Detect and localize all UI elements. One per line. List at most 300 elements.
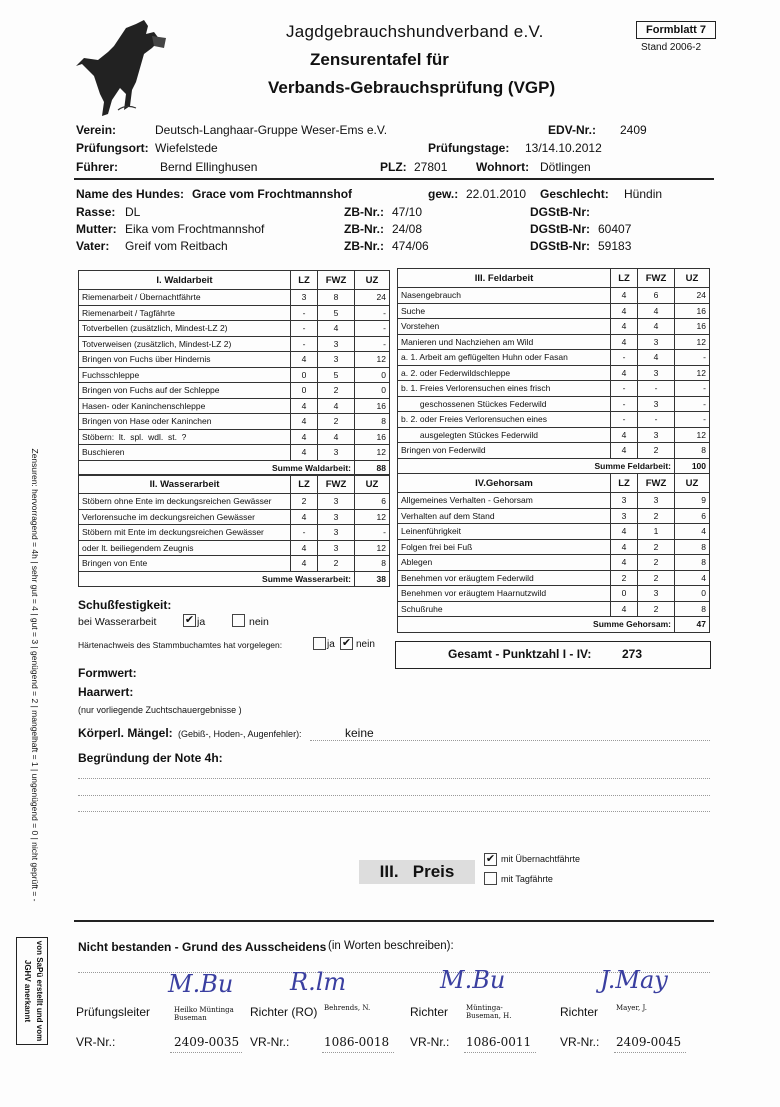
table-row [79, 367, 390, 383]
row-uz: - [675, 350, 710, 366]
table-row [398, 524, 710, 540]
maengel-value: keine [345, 726, 374, 740]
pl-label: Prüfungsleiter [76, 1005, 151, 1019]
schuss-ja-label: ja [197, 616, 206, 628]
row-uz: 0 [675, 586, 710, 602]
row-fwz: 5 [318, 367, 355, 383]
row-fwz: 2 [638, 570, 675, 586]
zucht-hint: (nur vorliegende Zuchtschauergebnisse ) [78, 705, 242, 715]
hund-value: Grace vom Frochtmannshof [192, 187, 353, 201]
gehorsam-table [397, 473, 710, 633]
row-label: Allgemeines Verhalten - Gehorsam [398, 493, 611, 509]
row-uz: 8 [355, 414, 390, 430]
edv-label: EDV-Nr.: [548, 123, 597, 137]
table-row [398, 508, 710, 524]
sum-label: Summe Waldarbeit: [79, 460, 355, 476]
gesamt-label: Gesamt - Punktzahl I - IV: [448, 647, 592, 661]
row-label: Riemenarbeit / Übernachtfährte [79, 290, 291, 306]
row-lz: 0 [611, 586, 638, 602]
table-row [398, 443, 710, 459]
waldarbeit-table [78, 270, 390, 476]
signature-richter-2: M.Bu [440, 966, 506, 994]
row-uz: 16 [675, 303, 710, 319]
plz-value: 27801 [414, 160, 448, 174]
row-fwz: 2 [638, 508, 675, 524]
vr-line-r3 [614, 1052, 686, 1053]
r3-label: Richter [560, 1005, 599, 1019]
row-label: Schußruhe [398, 601, 611, 617]
vr-r2: 1086-0011 [466, 1035, 532, 1049]
verein-value: Deutsch-Langhaar-Gruppe Weser-Ems e.V. [155, 123, 388, 137]
row-fwz: 4 [318, 321, 355, 337]
mutter-dgstb-value: 60407 [598, 222, 632, 236]
row-label: a. 1. Arbeit am geflügelten Huhn oder Fasan [398, 350, 611, 366]
row-lz: - [611, 381, 638, 397]
row-fwz: 3 [318, 352, 355, 368]
col-uz: UZ [355, 271, 390, 290]
row-uz: 0 [355, 383, 390, 399]
preis-tag-label: mit Tagfährte [501, 874, 553, 884]
row-label: Benehmen vor eräugtem Haarnutzwild [398, 586, 611, 602]
schuss-nein-checkbox[interactable] [232, 614, 245, 627]
row-label: Bringen von Fuchs auf der Schleppe [79, 383, 291, 399]
table-row [79, 290, 390, 306]
row-lz: 4 [611, 601, 638, 617]
begruendung-line-2 [78, 795, 710, 796]
row-label: Vorstehen [398, 319, 611, 335]
tage-label: Prüfungstage: [428, 141, 510, 155]
ort-value: Wiefelstede [155, 141, 218, 155]
table-row [398, 539, 710, 555]
row-uz: 16 [355, 398, 390, 414]
row-lz: - [291, 336, 318, 352]
row-lz: - [611, 350, 638, 366]
row-lz: - [291, 525, 318, 541]
row-lz: 3 [611, 493, 638, 509]
table-row [79, 429, 390, 445]
table-row [79, 321, 390, 337]
verein-label: Verein: [76, 123, 117, 137]
row-lz: 4 [291, 352, 318, 368]
row-fwz: 2 [638, 601, 675, 617]
haerte-nein-label: nein [356, 639, 375, 650]
row-lz: 3 [611, 508, 638, 524]
vr-line-pl [170, 1052, 242, 1053]
zb-value: 47/10 [392, 205, 423, 219]
schuss-wasser: bei Wasserarbeit [78, 616, 157, 628]
table-row [398, 570, 710, 586]
haerte-ja-checkbox[interactable] [313, 637, 326, 650]
feldarbeit-table [397, 268, 710, 474]
sum-label: Summe Gehorsam: [398, 617, 675, 633]
gew-label: gew.: [428, 187, 459, 201]
row-fwz: 4 [638, 303, 675, 319]
divider-bottom [74, 920, 714, 922]
row-lz: 0 [291, 367, 318, 383]
row-fwz: 2 [318, 556, 355, 572]
vater-zb-value: 474/06 [392, 239, 429, 253]
row-fwz: 3 [318, 336, 355, 352]
table-row [398, 412, 710, 428]
stand-label: Stand 2006-2 [641, 42, 702, 53]
begruendung-line-3 [78, 811, 710, 812]
row-uz: - [675, 412, 710, 428]
row-fwz: 3 [638, 493, 675, 509]
col-uz: UZ [675, 474, 710, 493]
vater-value: Greif vom Reitbach [125, 239, 228, 253]
haerte-label: Härtenachweis des Stammbuchamtes hat vorgelegen: [78, 640, 283, 650]
preis-tag-checkbox[interactable] [484, 872, 497, 885]
row-label: Verhalten auf dem Stand [398, 508, 611, 524]
row-uz: 8 [675, 555, 710, 571]
table-row [79, 414, 390, 430]
vater-dgstb-label: DGStB-Nr: [530, 239, 590, 253]
mutter-value: Eika vom Frochtmannshof [125, 222, 265, 236]
begruendung-line-1 [78, 778, 710, 779]
sapue-box: von SaPü erstellt und vom JGHV anerkannt [16, 937, 48, 1045]
row-lz: 4 [611, 539, 638, 555]
row-uz: - [355, 305, 390, 321]
r3-name: Mayer, J. [616, 1004, 647, 1012]
row-uz: 6 [675, 508, 710, 524]
sum-label: Summe Feldarbeit: [398, 458, 675, 474]
plz-label: PLZ: [380, 160, 407, 174]
rasse-value: DL [125, 205, 141, 219]
row-label: Totverweisen (zusätzlich, Mindest-LZ 2) [79, 336, 291, 352]
jghv-logo [74, 18, 169, 118]
section-title: I. Waldarbeit [79, 271, 291, 290]
r2-name: Müntinga-Buseman, H. [466, 1004, 512, 1020]
dgstb-label: DGStB-Nr: [530, 205, 590, 219]
table-row [79, 398, 390, 414]
grading-scale-note: Zensuren: hervorragend = 4h | sehr gut = 4 | gut = 3 | genügend = 2 | mangelhaft = 1 | ungenügend = 0 | nicht geprüft = - [30, 448, 40, 902]
row-label: oder lt. beiliegendem Zeugnis [79, 540, 291, 556]
col-fwz: FWZ [638, 269, 675, 288]
sum-value: 88 [355, 460, 390, 476]
row-uz: - [355, 525, 390, 541]
nicht-bestanden-label: Nicht bestanden - Grund des Ausscheidens [78, 940, 327, 954]
row-fwz: 2 [318, 414, 355, 430]
section-title: II. Wasserarbeit [79, 475, 291, 494]
wohnort-value: Dötlingen [540, 160, 591, 174]
col-fwz: FWZ [318, 271, 355, 290]
preis-ueber-label: mit Übernachtfährte [501, 854, 581, 864]
fuehrer-value: Bernd Ellinghusen [160, 160, 258, 174]
sum-row [79, 571, 390, 587]
table-row [79, 383, 390, 399]
row-fwz: - [638, 412, 675, 428]
row-fwz: 3 [638, 334, 675, 350]
maengel-line [310, 740, 710, 741]
col-lz: LZ [291, 475, 318, 494]
row-label: Nasengebrauch [398, 288, 611, 304]
col-lz: LZ [291, 271, 318, 290]
row-label: Fuchsschleppe [79, 367, 291, 383]
row-uz: 12 [675, 334, 710, 350]
signature-pruefungsleiter: M.Bu [168, 970, 234, 998]
row-label: Buschieren [79, 445, 291, 461]
row-lz: - [611, 412, 638, 428]
ort-label: Prüfungsort: [76, 141, 149, 155]
row-uz: 12 [355, 352, 390, 368]
vater-dgstb-value: 59183 [598, 239, 632, 253]
row-uz: 8 [675, 539, 710, 555]
table-row [398, 350, 710, 366]
row-lz: 2 [291, 494, 318, 510]
row-lz: 4 [611, 555, 638, 571]
row-label: Bringen von Federwild [398, 443, 611, 459]
table-row [79, 540, 390, 556]
row-label: Verlorensuche im deckungsreichen Gewässer [79, 509, 291, 525]
row-label: Hasen- oder Kaninchenschleppe [79, 398, 291, 414]
sum-row [398, 458, 710, 474]
sex-value: Hündin [624, 187, 663, 201]
table-row [79, 352, 390, 368]
table-row [398, 396, 710, 412]
vr-line-r2 [464, 1052, 536, 1053]
table-row [398, 601, 710, 617]
row-fwz: 4 [318, 398, 355, 414]
sum-value: 100 [675, 458, 710, 474]
row-uz: 8 [355, 556, 390, 572]
row-lz: 4 [291, 398, 318, 414]
col-fwz: FWZ [318, 475, 355, 494]
row-fwz: 3 [638, 365, 675, 381]
mutter-label: Mutter: [76, 222, 117, 236]
vr-pl: 2409-0035 [174, 1035, 240, 1049]
hund-label: Name des Hundes: [76, 187, 185, 201]
vr-label-pl: VR-Nr.: [76, 1035, 116, 1049]
schuss-ja-checkbox[interactable]: ✔ [184, 614, 195, 626]
sum-label: Summe Wasserarbeit: [79, 571, 355, 587]
row-label: Suche [398, 303, 611, 319]
row-lz: 3 [291, 290, 318, 306]
table-row [398, 381, 710, 397]
table-row [398, 319, 710, 335]
row-fwz: 3 [638, 427, 675, 443]
row-fwz: 3 [638, 586, 675, 602]
r1-name: Behrends, N. [324, 1004, 371, 1012]
signature-richter-3: J.May [600, 966, 668, 994]
haerte-ja-label: ja [327, 639, 335, 650]
vr-label-r1: VR-Nr.: [250, 1035, 290, 1049]
table-row [398, 303, 710, 319]
haerte-nein-checkbox[interactable]: ✔ [341, 637, 352, 649]
sex-label: Geschlecht: [540, 187, 609, 201]
wohnort-label: Wohnort: [476, 160, 530, 174]
row-label: Bringen von Ente [79, 556, 291, 572]
row-uz: - [675, 381, 710, 397]
row-lz: 4 [291, 509, 318, 525]
row-uz: 12 [675, 427, 710, 443]
row-label: Riemenarbeit / Tagfährte [79, 305, 291, 321]
row-label: Totverbellen (zusätzlich, Mindest-LZ 2) [79, 321, 291, 337]
row-fwz: 4 [638, 319, 675, 335]
table-row [398, 586, 710, 602]
r2-label: Richter [410, 1005, 449, 1019]
row-fwz: 5 [318, 305, 355, 321]
col-uz: UZ [355, 475, 390, 494]
row-lz: 4 [291, 414, 318, 430]
signature-richter-ro: R.lm [290, 968, 347, 996]
row-uz: 6 [355, 494, 390, 510]
col-lz: LZ [611, 474, 638, 493]
row-label: geschossenen Stückes Federwild [398, 396, 611, 412]
row-uz: 16 [675, 319, 710, 335]
row-fwz: 3 [318, 494, 355, 510]
row-uz: - [355, 336, 390, 352]
row-lz: 4 [291, 445, 318, 461]
gesamt-value: 273 [622, 647, 643, 661]
row-label: Leinenführigkeit [398, 524, 611, 540]
table-row [79, 445, 390, 461]
row-uz: 4 [675, 524, 710, 540]
row-lz: - [291, 305, 318, 321]
row-uz: 12 [355, 509, 390, 525]
vr-line-r1 [322, 1052, 394, 1053]
row-uz: 12 [355, 445, 390, 461]
row-lz: 4 [611, 427, 638, 443]
row-lz: - [611, 396, 638, 412]
table-row [398, 288, 710, 304]
row-lz: 4 [291, 429, 318, 445]
row-label: Ablegen [398, 555, 611, 571]
row-fwz: 3 [318, 509, 355, 525]
r1-label: Richter (RO) [250, 1005, 318, 1019]
row-lz: 2 [611, 570, 638, 586]
row-fwz: 4 [318, 429, 355, 445]
row-fwz: - [638, 381, 675, 397]
maengel-hint: (Gebiß-, Hoden-, Augenfehler): [178, 729, 302, 739]
section-title: III. Feldarbeit [398, 269, 611, 288]
row-fwz: 4 [638, 350, 675, 366]
mutter-zb-value: 24/08 [392, 222, 423, 236]
formblatt-badge: Formblatt 7 [636, 21, 716, 39]
row-fwz: 2 [318, 383, 355, 399]
table-row [79, 494, 390, 510]
edv-value: 2409 [620, 123, 647, 137]
row-uz: 8 [675, 601, 710, 617]
row-uz: 12 [355, 540, 390, 556]
pl-name: Heilko Müntinga Buseman [174, 1006, 234, 1022]
col-lz: LZ [611, 269, 638, 288]
haarwert-label: Haarwert: [78, 685, 134, 699]
row-fwz: 1 [638, 524, 675, 540]
vr-label-r3: VR-Nr.: [560, 1035, 600, 1049]
row-label: a. 2. oder Federwildschleppe [398, 365, 611, 381]
row-label: Bringen von Fuchs über Hindernis [79, 352, 291, 368]
mutter-dgstb-label: DGStB-Nr: [530, 222, 590, 236]
gew-value: 22.01.2010 [466, 187, 527, 201]
row-fwz: 2 [638, 539, 675, 555]
table-row [79, 525, 390, 541]
row-uz: 8 [675, 443, 710, 459]
row-label: Manieren und Nachziehen am Wild [398, 334, 611, 350]
formwert-label: Formwert: [78, 666, 137, 680]
section-title: IV.Gehorsam [398, 474, 611, 493]
schuss-nein-label: nein [249, 616, 269, 628]
rasse-label: Rasse: [76, 205, 116, 219]
table-row [79, 305, 390, 321]
row-lz: 4 [611, 365, 638, 381]
vr-label-r2: VR-Nr.: [410, 1035, 450, 1049]
mutter-zb-label: ZB-Nr.: [344, 222, 384, 236]
row-fwz: 2 [638, 555, 675, 571]
row-fwz: 3 [318, 445, 355, 461]
row-fwz: 3 [318, 525, 355, 541]
form-title-1: Zensurentafel für [310, 50, 449, 69]
col-uz: UZ [675, 269, 710, 288]
row-uz: - [355, 321, 390, 337]
row-uz: 9 [675, 493, 710, 509]
org-name: Jagdgebrauchshundverband e.V. [286, 22, 544, 41]
row-lz: 4 [611, 288, 638, 304]
row-fwz: 8 [318, 290, 355, 306]
row-lz: 4 [291, 540, 318, 556]
row-label: b. 2. oder Freies Verlorensuchen eines [398, 412, 611, 428]
sum-value: 47 [675, 617, 710, 633]
row-label: Benehmen vor eräugtem Federwild [398, 570, 611, 586]
row-uz: - [675, 396, 710, 412]
table-row [398, 493, 710, 509]
row-lz: 4 [611, 303, 638, 319]
row-lz: 4 [611, 524, 638, 540]
col-fwz: FWZ [638, 474, 675, 493]
row-lz: 0 [291, 383, 318, 399]
tage-value: 13/14.10.2012 [525, 141, 602, 155]
wasserarbeit-table [78, 474, 390, 587]
maengel-label: Körperl. Mängel: [78, 726, 173, 740]
vr-r1: 1086-0018 [324, 1035, 390, 1049]
begruendung-label: Begründung der Note 4h: [78, 751, 223, 765]
row-label: Bringen von Hase oder Kaninchen [79, 414, 291, 430]
schuss-title: Schußfestigkeit: [78, 598, 172, 612]
row-uz: 16 [355, 429, 390, 445]
row-uz: 4 [675, 570, 710, 586]
sum-value: 38 [355, 571, 390, 587]
table-row [398, 365, 710, 381]
row-label: Stöbern mit Ente im deckungsreichen Gewässer [79, 525, 291, 541]
zb-label: ZB-Nr.: [344, 205, 384, 219]
row-fwz: 3 [318, 540, 355, 556]
table-row [398, 334, 710, 350]
divider [74, 178, 714, 180]
table-row [398, 555, 710, 571]
row-uz: 0 [355, 367, 390, 383]
preis-badge: III. Preis [359, 860, 475, 884]
table-row [79, 336, 390, 352]
vr-r3: 2409-0045 [616, 1035, 682, 1049]
row-lz: 4 [611, 334, 638, 350]
row-uz: 12 [675, 365, 710, 381]
fuehrer-label: Führer: [76, 160, 118, 174]
row-label: b. 1. Freies Verlorensuchen eines frisch [398, 381, 611, 397]
row-uz: 24 [355, 290, 390, 306]
row-fwz: 3 [638, 396, 675, 412]
nicht-bestanden-hint: (in Worten beschreiben): [328, 940, 454, 952]
gesamt-box [395, 641, 711, 669]
table-row [79, 509, 390, 525]
vater-label: Vater: [76, 239, 110, 253]
row-label: Stöbern: lt. spl. wdl. st. ? [79, 429, 291, 445]
table-row [79, 556, 390, 572]
preis-ueber-checkbox[interactable]: ✔ [485, 853, 496, 865]
form-title-2: Verbands-Gebrauchsprüfung (VGP) [268, 78, 556, 97]
row-label: Stöbern ohne Ente im deckungsreichen Gewässer [79, 494, 291, 510]
table-row [398, 427, 710, 443]
row-lz: 4 [611, 319, 638, 335]
sum-row [398, 617, 710, 633]
